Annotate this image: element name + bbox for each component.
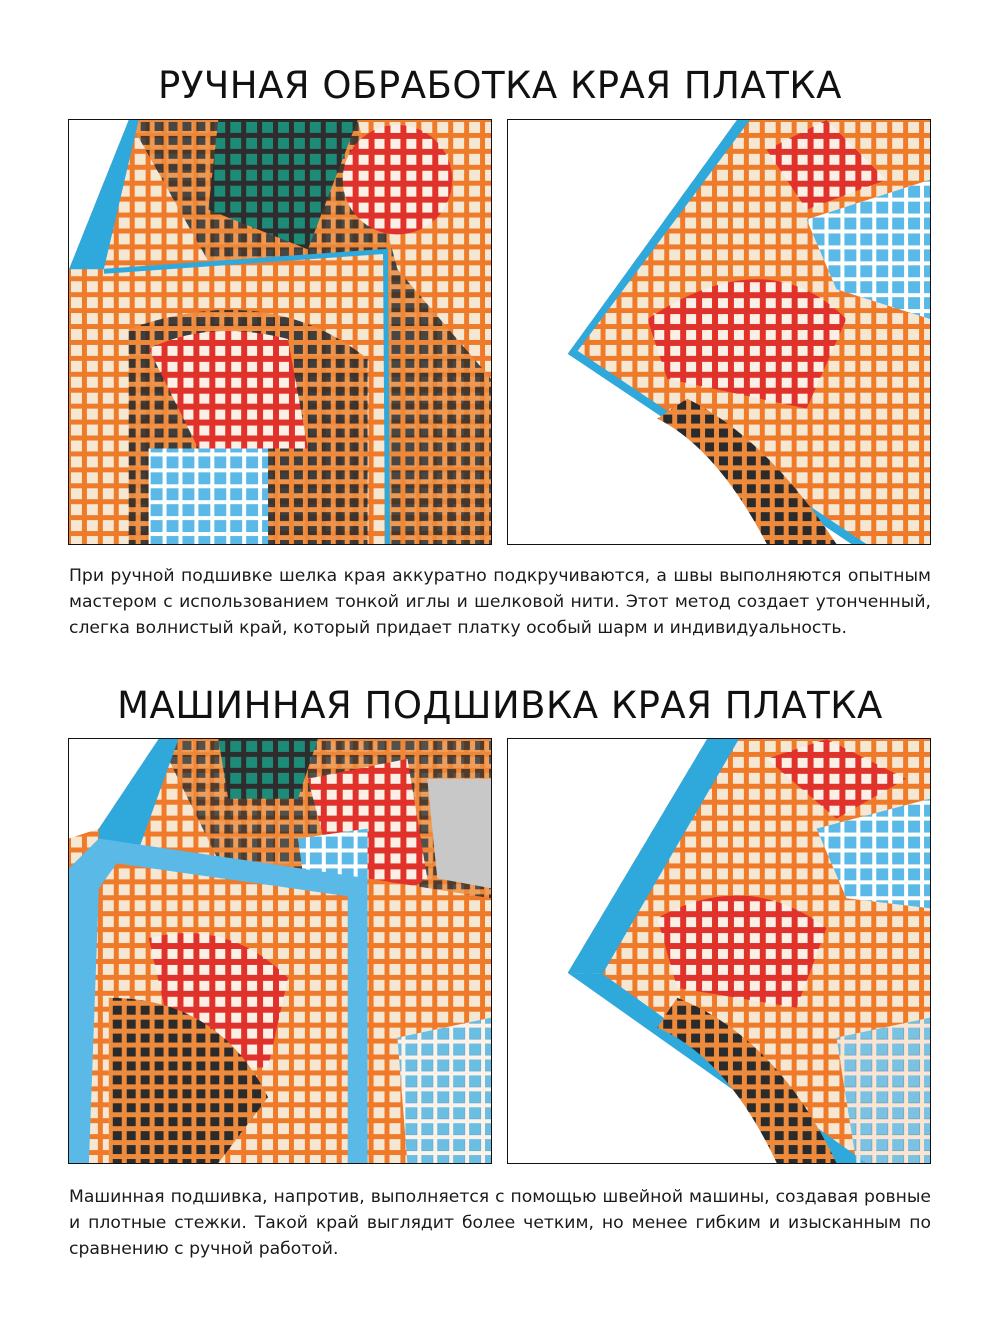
description-machine-stitched: Машинная подшивка, напротив, выполняется с помощью швейной машины, создавая ровные и плотные стежки. Такой край выглядит более четким, но менее гибким и изысканным по сравнению с ручной работой.	[69, 1187, 931, 1259]
scarf-pattern-image	[69, 739, 491, 1163]
section-title-hand-rolled: РУЧНАЯ ОБРАБОТКА КРАЯ ПЛАТКА	[158, 64, 842, 107]
description-hand-rolled: При ручной подшивке шелка края аккуратно подкручиваются, а швы выполняются опытным мастером с использованием тонкой иглы и шелковой нити. Этот метод создает утонченный, слегка волнистый край, который придает платку особый шарм и индивидуальность.	[69, 566, 931, 638]
photo-machine-stitched-corner-folded	[68, 738, 492, 1164]
section-title-machine-stitched: МАШИННАЯ ПОДШИВКА КРАЯ ПЛАТКА	[117, 684, 883, 727]
scarf-pattern-image	[508, 739, 930, 1163]
scarf-pattern-image	[508, 120, 930, 544]
scarf-pattern-image	[69, 120, 491, 544]
photo-machine-stitched-corner-flat	[507, 738, 931, 1164]
photo-hand-rolled-corner-folded	[68, 119, 492, 545]
photo-hand-rolled-corner-flat	[507, 119, 931, 545]
